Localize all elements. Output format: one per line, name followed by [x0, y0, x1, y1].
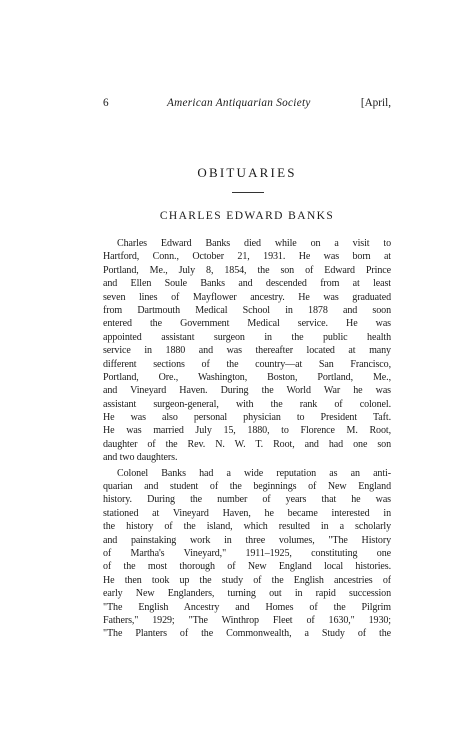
text-line: He was married July 15, 1880, to Florence M. Root,	[103, 425, 391, 437]
page-number: 6	[103, 97, 109, 109]
text-line: Colonel Banks had a wide reputation as an anti-	[117, 467, 391, 479]
text-line: daughter of the Rev. N. W. T. Root, and had one son	[103, 438, 391, 450]
text-line: and Ellen Soule Banks and descended from at least	[103, 278, 391, 290]
text-line: He was also personal physician to President Taft.	[103, 412, 391, 424]
text-line: Fathers," 1929; "The Winthrop Fleet of 1630," 1930;	[103, 614, 391, 626]
text-line: assistant surgeon-general, with the rank of colonel.	[103, 398, 391, 410]
section-heading: OBITUARIES	[197, 165, 297, 180]
text-line: different sections of the country—at San Francisco,	[103, 358, 391, 370]
text-line: from Dartmouth Medical School in 1878 and soon	[103, 304, 391, 316]
text-line: the history of the island, which resulted in a scholarly	[103, 521, 391, 533]
text-line: history. During the number of years that he was	[103, 494, 391, 506]
text-line: seven lines of Mayflower ancestry. He was graduated	[103, 291, 391, 303]
text-line: service in 1880 and was thereafter located at many	[103, 345, 391, 357]
text-line: stationed at Vineyard Haven, he became interested in	[103, 507, 391, 519]
running-header	[103, 95, 391, 111]
journal-title: American Antiquarian Society	[167, 97, 311, 109]
text-line: Portland, Me., July 8, 1854, the son of Edward Prince	[103, 264, 391, 276]
text-line: and painstaking work in three volumes, "The History	[103, 534, 391, 546]
text-line: and Vineyard Haven. During the World War he was	[103, 385, 391, 397]
heading-rule	[232, 192, 264, 193]
text-line: appointed assistant surgeon in the public health	[103, 331, 391, 343]
text-line: Charles Edward Banks died while on a visit to	[117, 238, 391, 249]
article-body	[103, 237, 391, 641]
text-line: He then took up the study of the English ancestries of	[103, 574, 391, 586]
text-line: Portland, Ore., Washington, Boston, Portland, Me.,	[103, 371, 391, 383]
text-line: early New Englanders, turning out in rapid succession	[103, 588, 391, 600]
text-line: Hartford, Conn., October 21, 1931. He was born at	[103, 251, 391, 263]
issue-month: [April,	[360, 97, 391, 109]
text-line: quarian and student of the beginnings of New England	[103, 481, 391, 493]
text-line: of the most thorough of New England local histories.	[103, 561, 391, 573]
article-title: CHARLES EDWARD BANKS	[159, 210, 335, 222]
text-line: entered the Government Medical service. He was	[103, 318, 391, 330]
text-line: and two daughters.	[103, 452, 178, 464]
text-line: of Martha's Vineyard," 1911–1925, constituting one	[103, 547, 391, 559]
text-line: "The English Ancestry and Homes of the Pilgrim	[103, 601, 391, 613]
text-line: "The Planters of the Commonwealth, a Study of the	[103, 628, 391, 640]
